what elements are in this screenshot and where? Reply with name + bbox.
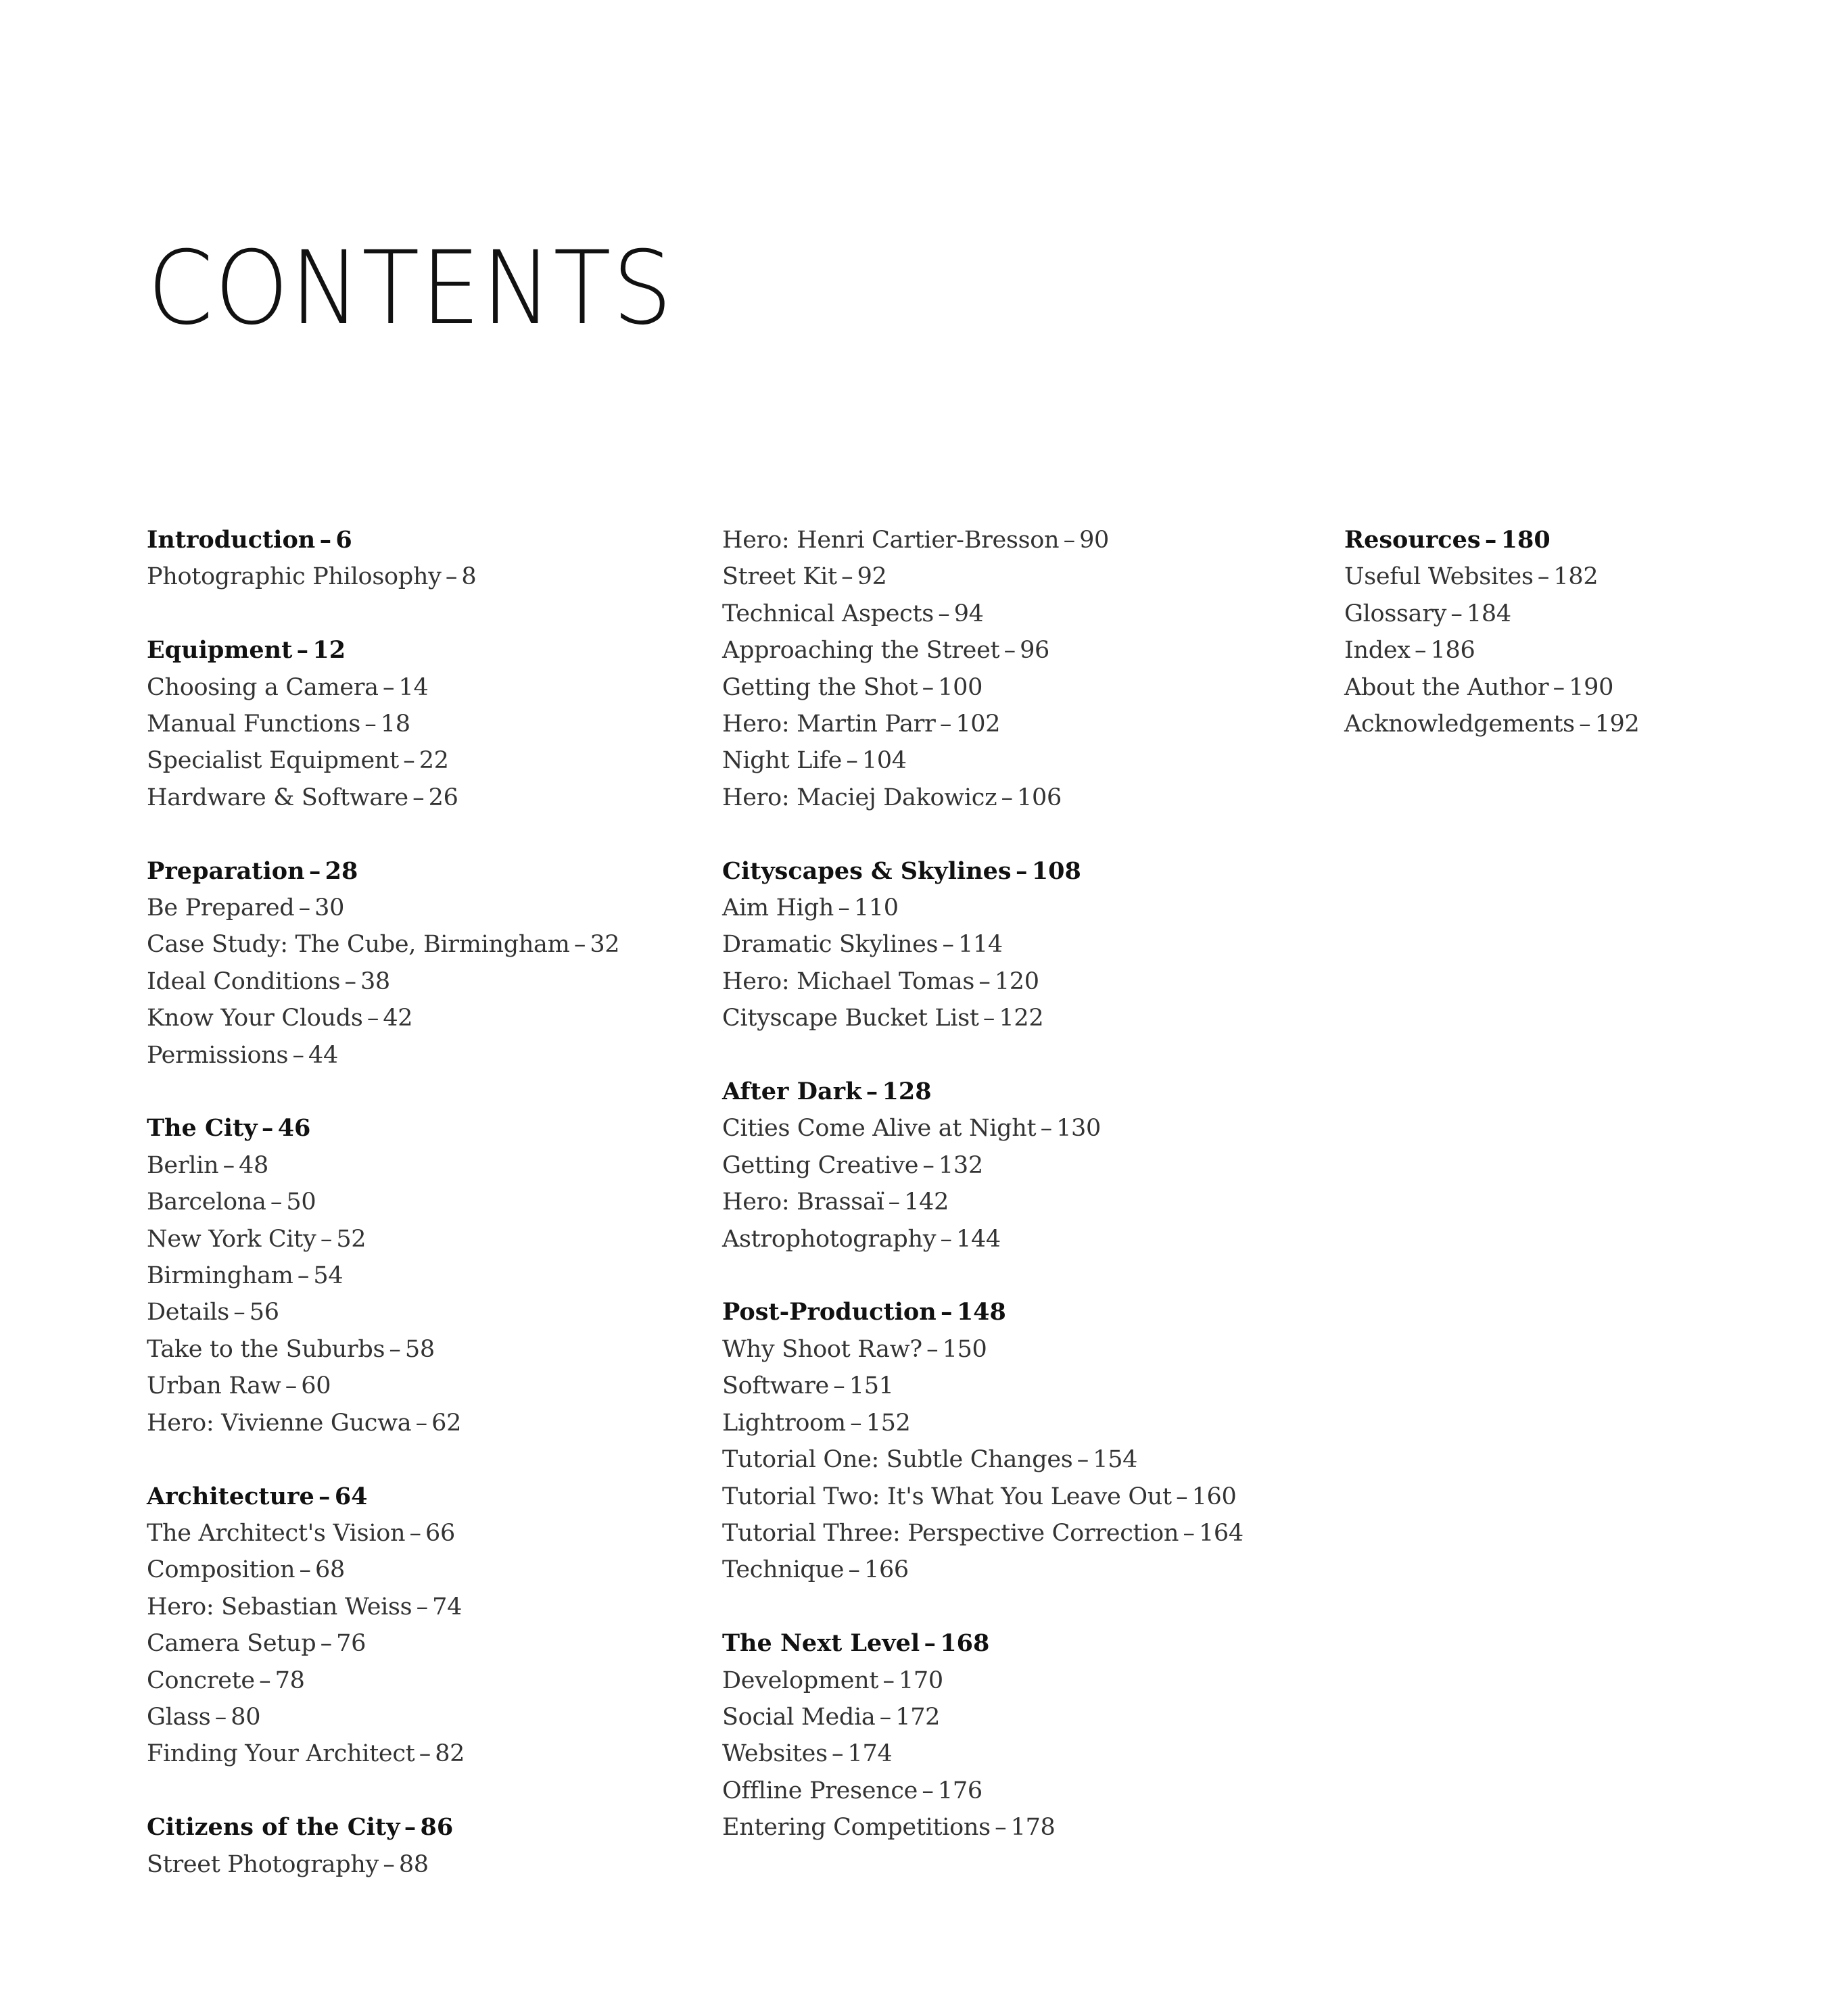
separator: – <box>848 1556 860 1584</box>
toc-entry[interactable] <box>147 779 619 816</box>
page-number: 18 <box>380 711 410 738</box>
toc-entry[interactable] <box>722 1773 1244 1809</box>
separator: – <box>419 1740 431 1768</box>
page-number: 56 <box>249 1299 279 1326</box>
entry-label: Cities Come Alive at Night <box>722 1115 1037 1143</box>
entry-label: Know Your Clouds <box>147 1005 363 1032</box>
page-number: 106 <box>1017 784 1062 811</box>
separator: – <box>841 563 853 591</box>
separator: – <box>222 1151 235 1179</box>
page-number: 22 <box>419 747 449 775</box>
toc-section-heading[interactable] <box>147 1110 619 1147</box>
entry-label: Hero: Martin Parr <box>722 711 936 738</box>
toc-section-heading[interactable] <box>147 632 619 669</box>
page-number: 160 <box>1191 1483 1237 1510</box>
separator: – <box>383 1850 395 1878</box>
separator: – <box>1415 637 1427 665</box>
entry-label: Be Prepared <box>147 894 295 922</box>
toc-entry[interactable] <box>722 742 1244 779</box>
separator: – <box>924 1629 936 1658</box>
heading-label: Introduction <box>147 526 316 554</box>
toc-entry[interactable] <box>722 1699 1244 1735</box>
toc-entry[interactable] <box>147 1662 619 1699</box>
entry-label: Getting Creative <box>722 1151 919 1179</box>
toc-entry[interactable] <box>147 1147 619 1184</box>
page-number: 52 <box>336 1225 366 1253</box>
separator: – <box>1040 1115 1052 1143</box>
heading-label: Post-Production <box>722 1298 937 1326</box>
separator: – <box>983 1005 995 1032</box>
toc-entry[interactable] <box>722 1147 1244 1184</box>
page-number: 46 <box>277 1114 311 1143</box>
separator: – <box>320 1225 333 1253</box>
separator: – <box>833 1372 845 1400</box>
toc-entry[interactable] <box>722 1368 1244 1404</box>
toc-section <box>147 522 619 596</box>
entry-label: Composition <box>147 1556 295 1584</box>
toc-section <box>147 1809 619 1883</box>
page-number: 164 <box>1198 1519 1244 1547</box>
toc-entry[interactable] <box>147 1846 619 1883</box>
page-number: 128 <box>882 1078 932 1106</box>
page-number: 42 <box>383 1005 413 1032</box>
entry-label: Acknowledgements <box>1344 711 1575 738</box>
page-number: 170 <box>898 1666 943 1694</box>
toc-entry[interactable] <box>722 1662 1244 1699</box>
toc-entry[interactable] <box>722 1000 1244 1036</box>
page-number: 94 <box>953 600 984 627</box>
page-number: 172 <box>895 1703 941 1731</box>
separator: – <box>926 1335 939 1363</box>
page-number: 182 <box>1553 563 1599 591</box>
entry-label: Hero: Vivienne Gucwa <box>147 1409 412 1437</box>
toc-entry[interactable] <box>147 890 619 926</box>
separator: – <box>1015 857 1028 885</box>
separator: – <box>320 1630 332 1658</box>
separator: – <box>938 600 950 627</box>
separator: – <box>404 1813 417 1842</box>
entry-label: Case Study: The Cube, Birmingham <box>147 931 570 959</box>
separator: – <box>389 1335 401 1363</box>
toc-entry[interactable] <box>147 1368 619 1404</box>
toc-entry[interactable] <box>722 669 1244 706</box>
separator: – <box>415 1409 427 1437</box>
toc-entry[interactable] <box>1344 632 1639 669</box>
separator: – <box>922 1151 934 1179</box>
entry-label: Hero: Sebastian Weiss <box>147 1593 412 1621</box>
toc-section-heading[interactable] <box>1344 522 1639 558</box>
heading-label: After Dark <box>722 1078 862 1106</box>
toc-entry[interactable] <box>147 1589 619 1625</box>
toc-entry[interactable] <box>147 1405 619 1441</box>
separator: – <box>1553 673 1565 701</box>
toc-section-heading[interactable] <box>722 1294 1244 1330</box>
page-number: 88 <box>398 1850 429 1878</box>
entry-label: Astrophotography <box>722 1225 937 1253</box>
entry-label: Street Photography <box>147 1850 379 1878</box>
heading-label: Equipment <box>147 636 293 665</box>
separator: – <box>233 1299 245 1326</box>
separator: – <box>939 711 952 738</box>
toc-section <box>722 1074 1244 1257</box>
separator: – <box>308 857 321 885</box>
toc-section <box>722 853 1244 1037</box>
page-number: 64 <box>334 1482 368 1510</box>
separator: – <box>297 1262 310 1290</box>
entry-label: Finding Your Architect <box>147 1740 415 1768</box>
entry-label: Dramatic Skylines <box>722 931 939 959</box>
separator: – <box>318 1482 331 1510</box>
entry-label: Websites <box>722 1740 828 1768</box>
page-number: 190 <box>1569 673 1614 701</box>
separator: – <box>866 1078 878 1106</box>
entry-label: Camera Setup <box>147 1630 316 1658</box>
toc-entry[interactable] <box>147 1000 619 1036</box>
toc-entry[interactable] <box>722 1405 1244 1441</box>
toc-entry[interactable] <box>147 558 619 595</box>
page-number: 66 <box>425 1519 455 1547</box>
toc-entry[interactable] <box>147 1625 619 1662</box>
page-number: 178 <box>1010 1814 1056 1842</box>
toc-entry[interactable] <box>147 706 619 742</box>
page-number: 48 <box>239 1151 269 1179</box>
entry-label: Tutorial Two: It's What You Leave Out <box>722 1483 1172 1510</box>
heading-label: Citizens of the City <box>147 1813 400 1842</box>
page-number: 148 <box>956 1298 1006 1326</box>
entry-label: Specialist Equipment <box>147 747 399 775</box>
entry-label: Glass <box>147 1703 211 1731</box>
separator: – <box>409 1519 421 1547</box>
separator: – <box>214 1703 227 1731</box>
toc-entry[interactable] <box>722 558 1244 595</box>
page-number: 100 <box>938 673 983 701</box>
page-number: 102 <box>955 711 1001 738</box>
entry-label: Getting the Shot <box>722 673 918 701</box>
separator: – <box>319 526 332 554</box>
entry-label: Berlin <box>147 1151 219 1179</box>
toc-entry[interactable] <box>147 742 619 779</box>
entry-label: Glossary <box>1344 600 1447 627</box>
toc-section <box>722 522 1244 816</box>
page-number: 32 <box>590 931 620 959</box>
toc-entry[interactable] <box>722 1110 1244 1147</box>
page-number: 38 <box>360 967 390 995</box>
entry-label: Approaching the Street <box>722 637 1000 665</box>
separator: – <box>922 673 934 701</box>
toc-entry[interactable] <box>722 596 1244 632</box>
toc-section-heading[interactable] <box>722 1625 1244 1662</box>
toc-column-3 <box>1344 522 1639 742</box>
entry-label: Tutorial Three: Perspective Correction <box>722 1519 1179 1547</box>
toc-entry[interactable] <box>147 1331 619 1368</box>
page-number: 90 <box>1079 527 1110 554</box>
separator: – <box>922 1777 934 1804</box>
toc-section <box>147 1110 619 1441</box>
page-number: 110 <box>853 894 899 922</box>
separator: – <box>941 1298 953 1326</box>
page-number: 50 <box>286 1189 316 1216</box>
heading-label: The Next Level <box>722 1629 920 1658</box>
toc-entry[interactable] <box>147 1221 619 1257</box>
toc-entry[interactable] <box>147 926 619 963</box>
separator: – <box>1450 600 1463 627</box>
separator: – <box>940 1225 952 1253</box>
toc-entry[interactable] <box>722 522 1244 558</box>
toc-section-heading[interactable] <box>147 853 619 890</box>
toc-entry[interactable] <box>147 963 619 1000</box>
entry-label: Photographic Philosophy <box>147 563 442 591</box>
page-number: 132 <box>938 1151 983 1179</box>
entry-label: Why Shoot Raw? <box>722 1335 922 1363</box>
page-number: 144 <box>955 1225 1001 1253</box>
separator: – <box>259 1666 271 1694</box>
toc-entry[interactable] <box>1344 706 1639 742</box>
page-number: 96 <box>1020 637 1050 665</box>
toc-column-1 <box>147 522 619 1883</box>
toc-entry[interactable] <box>722 706 1244 742</box>
entry-label: Development <box>722 1666 879 1694</box>
toc-section-heading[interactable] <box>147 1809 619 1846</box>
toc-entry[interactable] <box>147 669 619 706</box>
page-number: 180 <box>1500 526 1551 554</box>
separator: – <box>296 636 309 665</box>
toc-section-heading[interactable] <box>147 522 619 558</box>
toc-entry[interactable] <box>722 890 1244 926</box>
entry-label: Hero: Maciej Dakowicz <box>722 784 997 811</box>
separator: – <box>1076 1446 1089 1474</box>
entry-label: Entering Competitions <box>722 1814 991 1842</box>
entry-label: Manual Functions <box>147 711 360 738</box>
separator: – <box>261 1114 274 1143</box>
separator: – <box>879 1703 891 1731</box>
page-number: 176 <box>937 1777 983 1804</box>
entry-label: Aim High <box>722 894 834 922</box>
entry-label: Index <box>1344 637 1411 665</box>
toc-entry[interactable] <box>1344 669 1639 706</box>
page-title: CONTENTS <box>147 230 673 347</box>
separator: – <box>846 747 858 775</box>
separator: – <box>888 1189 900 1216</box>
toc-section <box>1344 522 1639 742</box>
toc-section <box>722 1294 1244 1588</box>
separator: – <box>1579 711 1591 738</box>
heading-label: Architecture <box>147 1482 314 1510</box>
separator: – <box>344 967 356 995</box>
page-number: 142 <box>904 1189 949 1216</box>
separator: – <box>1183 1519 1195 1547</box>
page-number: 192 <box>1594 711 1640 738</box>
page-number: 108 <box>1031 857 1081 885</box>
toc-entry[interactable] <box>722 963 1244 1000</box>
toc-entry[interactable] <box>147 1552 619 1588</box>
separator: – <box>403 747 415 775</box>
heading-label: Preparation <box>147 857 305 885</box>
entry-label: Hero: Henri Cartier-Bresson <box>722 527 1060 554</box>
toc-entry[interactable] <box>147 1294 619 1330</box>
separator: – <box>292 1041 304 1069</box>
page-number: 76 <box>336 1630 366 1658</box>
page-number: 30 <box>314 894 345 922</box>
toc-column-2 <box>722 522 1244 1846</box>
entry-label: Street Kit <box>722 563 837 591</box>
separator: – <box>838 894 850 922</box>
heading-label: The City <box>147 1114 258 1143</box>
page-number: 8 <box>461 563 477 591</box>
page-number: 150 <box>942 1335 987 1363</box>
page-number: 62 <box>431 1409 462 1437</box>
entry-label: Details <box>147 1299 229 1326</box>
entry-label: New York City <box>147 1225 316 1253</box>
toc-entry[interactable] <box>722 1552 1244 1588</box>
separator: – <box>1003 637 1016 665</box>
entry-label: Night Life <box>722 747 843 775</box>
entry-label: Technique <box>722 1556 845 1584</box>
page-number: 80 <box>231 1703 261 1731</box>
page-number: 86 <box>420 1813 454 1842</box>
entry-label: Social Media <box>722 1703 876 1731</box>
toc-entry[interactable] <box>722 926 1244 963</box>
page-number: 74 <box>432 1593 463 1621</box>
heading-label: Resources <box>1344 526 1481 554</box>
page-number: 6 <box>335 526 352 554</box>
toc-entry[interactable] <box>1344 558 1639 595</box>
page-number: 92 <box>857 563 887 591</box>
entry-label: Software <box>722 1372 829 1400</box>
entry-label: Cityscape Bucket List <box>722 1005 979 1032</box>
toc-entry[interactable] <box>722 1331 1244 1368</box>
separator: – <box>832 1740 844 1768</box>
toc-entry[interactable] <box>147 1037 619 1074</box>
entry-label: Permissions <box>147 1041 289 1069</box>
separator: – <box>285 1372 297 1400</box>
page-number: 44 <box>308 1041 338 1069</box>
page-number: 151 <box>849 1372 894 1400</box>
page-number: 26 <box>428 784 458 811</box>
toc-entry[interactable] <box>147 1515 619 1552</box>
separator: – <box>850 1409 862 1437</box>
toc-entry[interactable] <box>722 1735 1244 1772</box>
page-number: 58 <box>404 1335 435 1363</box>
separator: – <box>995 1814 1007 1842</box>
entry-label: Urban Raw <box>147 1372 281 1400</box>
entry-label: Birmingham <box>147 1262 293 1290</box>
page-number: 154 <box>1093 1446 1138 1474</box>
toc-section <box>147 632 619 816</box>
toc-entry[interactable] <box>147 1735 619 1772</box>
entry-label: Barcelona <box>147 1189 266 1216</box>
separator: – <box>366 1005 379 1032</box>
toc-entry[interactable] <box>722 1441 1244 1478</box>
page-number: 130 <box>1056 1115 1101 1143</box>
separator: – <box>942 931 954 959</box>
page-number: 82 <box>435 1740 465 1768</box>
separator: – <box>573 931 586 959</box>
toc-entry[interactable] <box>147 1699 619 1735</box>
page-number: 12 <box>312 636 346 665</box>
toc-section-heading[interactable] <box>722 853 1244 890</box>
page-number: 168 <box>940 1629 990 1658</box>
toc-section-heading[interactable] <box>722 1074 1244 1110</box>
separator: – <box>1484 526 1497 554</box>
page-number: 120 <box>994 967 1039 995</box>
separator: – <box>978 967 991 995</box>
separator: – <box>364 711 377 738</box>
entry-label: Take to the Suburbs <box>147 1335 385 1363</box>
separator: – <box>383 673 395 701</box>
entry-label: Lightroom <box>722 1409 846 1437</box>
heading-label: Cityscapes & Skylines <box>722 857 1012 885</box>
toc-entry[interactable] <box>722 1221 1244 1257</box>
toc-section <box>722 1625 1244 1846</box>
toc-entry[interactable] <box>722 1184 1244 1220</box>
separator: – <box>1063 527 1075 554</box>
separator: – <box>298 894 310 922</box>
toc-entry[interactable] <box>147 1184 619 1220</box>
page-number: 152 <box>866 1409 911 1437</box>
entry-label: Useful Websites <box>1344 563 1534 591</box>
toc-section <box>147 1479 619 1773</box>
separator: – <box>299 1556 311 1584</box>
page-number: 104 <box>861 747 907 775</box>
toc-entry[interactable] <box>1344 596 1639 632</box>
separator: – <box>1001 784 1013 811</box>
toc-entry[interactable] <box>722 779 1244 816</box>
separator: – <box>1537 563 1550 591</box>
page-number: 14 <box>398 673 429 701</box>
entry-label: Hero: Brassaï <box>722 1189 884 1216</box>
page-number: 184 <box>1466 600 1511 627</box>
entry-label: Tutorial One: Subtle Changes <box>722 1446 1073 1474</box>
entry-label: About the Author <box>1344 673 1549 701</box>
page-number: 122 <box>999 1005 1044 1032</box>
toc-entry[interactable] <box>147 1257 619 1294</box>
entry-label: Technical Aspects <box>722 600 934 627</box>
page-number: 186 <box>1430 637 1475 665</box>
toc-entry[interactable] <box>722 632 1244 669</box>
page-number: 78 <box>275 1666 305 1694</box>
page-number: 166 <box>863 1556 909 1584</box>
toc-entry[interactable] <box>722 1515 1244 1552</box>
entry-label: Ideal Conditions <box>147 967 341 995</box>
toc-entry[interactable] <box>722 1809 1244 1846</box>
separator: – <box>412 784 425 811</box>
page-number: 54 <box>313 1262 344 1290</box>
separator: – <box>445 563 458 591</box>
separator: – <box>1176 1483 1188 1510</box>
separator: – <box>416 1593 428 1621</box>
page-number: 174 <box>847 1740 893 1768</box>
entry-label: Hero: Michael Tomas <box>722 967 975 995</box>
page-number: 60 <box>301 1372 331 1400</box>
toc-section <box>147 853 619 1074</box>
toc-section-heading[interactable] <box>147 1479 619 1515</box>
entry-label: The Architect's Vision <box>147 1519 406 1547</box>
toc-entry[interactable] <box>722 1479 1244 1515</box>
entry-label: Offline Presence <box>722 1777 918 1804</box>
page-number: 28 <box>325 857 358 885</box>
entry-label: Hardware & Software <box>147 784 408 811</box>
separator: – <box>882 1666 895 1694</box>
entry-label: Concrete <box>147 1666 255 1694</box>
page-number: 68 <box>315 1556 345 1584</box>
separator: – <box>270 1189 283 1216</box>
entry-label: Choosing a Camera <box>147 673 379 701</box>
page-number: 114 <box>957 931 1003 959</box>
